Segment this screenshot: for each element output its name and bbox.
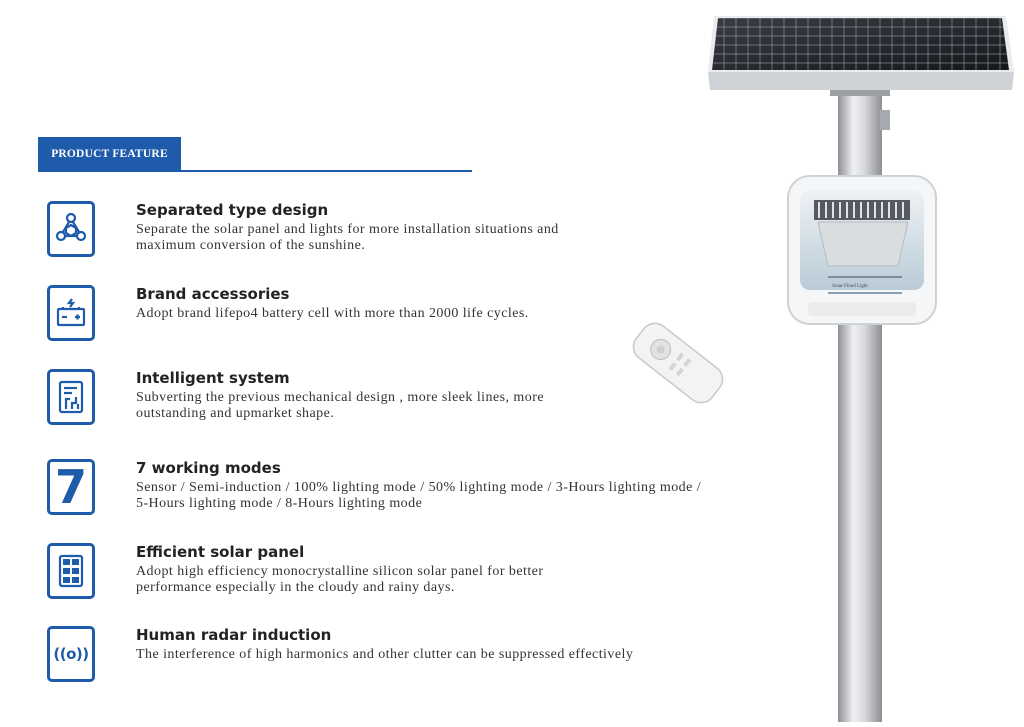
radar-icon: ((o))	[47, 626, 95, 682]
circuit-board-icon	[47, 369, 95, 425]
feature-title: 7 working modes	[136, 459, 281, 477]
feature-description: Sensor / Semi-induction / 100% lighting mode / 50% lighting mode / 3-Hours lighting mode / 5-Hours lighting mode / 8-Hours lighting mode	[136, 480, 702, 511]
molecule-network-icon	[47, 201, 95, 257]
feature-title: Intelligent system	[136, 369, 290, 387]
number-seven-icon: 7	[47, 459, 95, 515]
header-divider	[38, 170, 472, 172]
feature-title: Separated type design	[136, 201, 329, 219]
feature-title: Efficient solar panel	[136, 543, 305, 561]
solar-panel-icon	[47, 543, 95, 599]
product-image	[700, 0, 1024, 727]
feature-description: Adopt brand lifepo4 battery cell with more than 2000 life cycles.	[136, 306, 529, 321]
section-header: PRODUCT FEATURE	[38, 137, 181, 171]
battery-icon	[47, 285, 95, 341]
feature-description: Subverting the previous mechanical design , more sleek lines, more outstanding and upmarket shape.	[136, 390, 544, 421]
feature-description: Separate the solar panel and lights for more installation situations and maximum conversion of the sunshine.	[136, 222, 559, 253]
feature-description: The interference of high harmonics and other clutter can be suppressed effectively	[136, 647, 634, 662]
feature-title: Brand accessories	[136, 285, 290, 303]
feature-description: Adopt high efficiency monocrystalline silicon solar panel for better performance especially in the cloudy and rainy days.	[136, 564, 544, 595]
lamp-label: Solar Flood Light	[832, 284, 868, 289]
feature-title: Human radar induction	[136, 626, 332, 644]
